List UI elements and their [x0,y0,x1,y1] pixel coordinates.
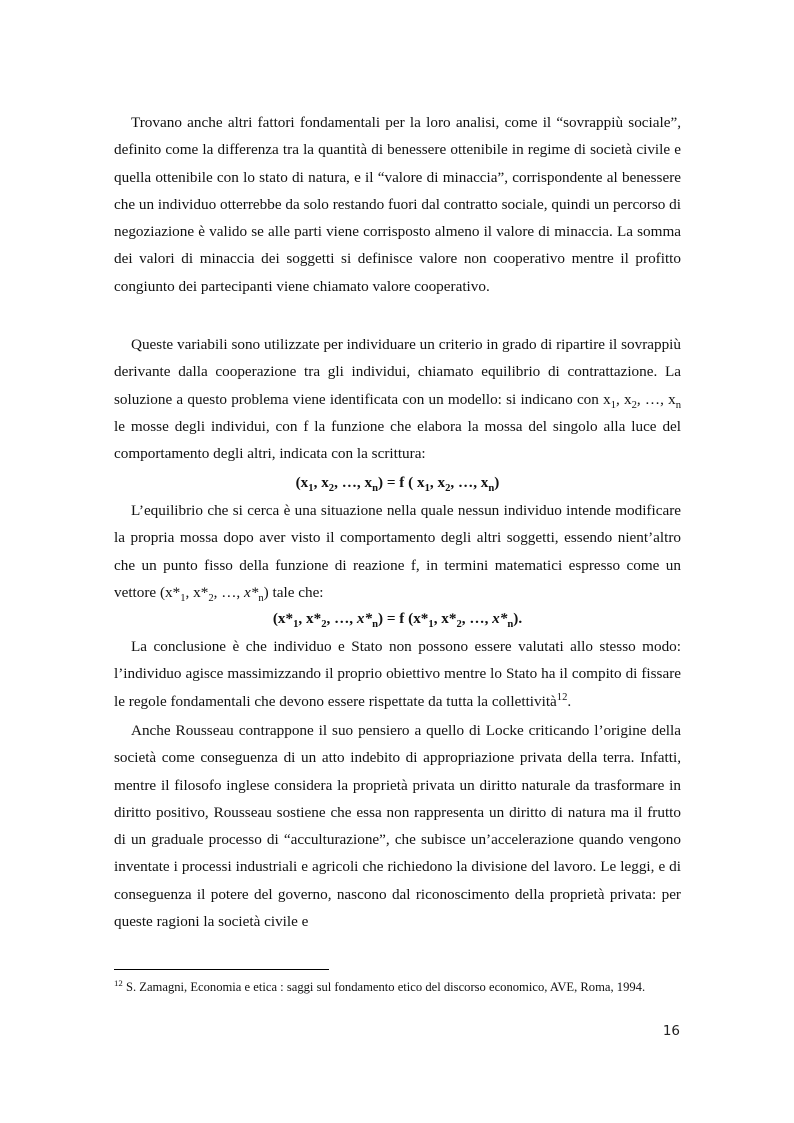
variables-list: $x_1$, $x_2$, …, $x_n$ [603,390,682,411]
paragraph-1-text: Trovano anche altri fattori fondamentali per la loro analisi, come il “sovrappiù sociale”, definito come la differenza tra la quantità di benessere ottenibile in regime di società civile e quella ottenibile con lo stato di natura, e il “valore di minaccia”, corrispondente al benessere che un individuo otterrebbe da solo restando fuori dal contratto sociale, quindi un percorso di negoziazione è valido se alle parti viene corrisposto almeno il valore di minaccia. La somma dei valori di minaccia dei soggetti si definisce valore non cooperativo mentre il profitto congiunto dei partecipanti viene chiamato valore cooperativo. [114,114,681,295]
footnote [114,978,681,996]
equation-2: ($x*_1$, $x*_2$, …, $x*_n) = f$ ($x*_1$, $x*_2$, …, $x*_n$). [272,610,523,631]
footnote-reference: 12 [556,691,568,703]
paragraph-3-text-a: L’equilibrio che si cerca è una situazione nella quale nessun individuo intende modificare la propria mossa dopo aver visto il comportamento degli altri soggetti, essendo nient’altro che un punto fisso della funzione di reazione f, in termini matematici espresso come un vettore [114,502,681,601]
footnote-number: 12 [114,977,123,988]
paragraph-5 [114,717,681,935]
paragraph-3-text-b: tale che: [272,583,324,601]
paragraph-2-text-a: Queste variabili sono utilizzate per individuare un criterio in grado di ripartire il sovrappiù derivante dalla cooperazione tra gli individui, chiamato equilibrio di contrattazione. La soluzione a questo problema viene identificata con un modello: si indicano con [114,336,681,408]
paragraph-4: La conclusione è che individuo e Stato non possono essere valutati allo stesso modo: l’individuo agisce massimizzando il proprio obiettivo mentre lo Stato ha il compito di fissare le regole fondamentali che devono essere rispettate da tutta la collettività$^{12}$. [114,638,681,710]
paragraph-3 [114,497,681,606]
footnote-text: S. Zamagni, Economia e etica : saggi sul fondamento etico del discorso economico, AVE, Roma, 1994. [125,980,646,994]
equation-1: ($x_1$, $x_2$, …, $x_n) = f$ ( $x_1$, $x_2$, …, $x_n$) [295,474,500,495]
page-number: 16 [662,1023,680,1039]
paragraph-1 [114,109,681,300]
footnote-separator [114,969,329,970]
fixed-point-vector: ($x*_1$, $x*_2$, …, $x*_n$) [159,583,269,604]
paragraph-5-text: Anche Rousseau contrappone il suo pensiero a quello di Locke criticando l’origine della società come conseguenza di un atto indebito di appropriazione privata della terra. Infatti, mentre il filosofo inglese considera la proprietà privata un diritto naturale da trasformare in diritto positivo, Rousseau sostiene che essa non rappresenta un diritto di natura ma il frutto di un graduale processo di “acculturazione”, che subisce un’accelerazione quando vengono inventate i processi industriali e agricoli che richiedono la divisione del lavoro. Le leggi, e di conseguenza il potere del governo, nascono dal riconoscimento della proprietà privata: per queste ragioni la società civile e [114,722,681,931]
paragraph-4-text: La conclusione è che individuo e Stato non possono essere valutati allo stesso modo: l’individuo agisce massimizzando il proprio obiettivo mentre lo Stato ha il compito di fissare le regole fondamentali che devono essere rispettate da tutta la collettività [114,638,681,710]
paragraph-2 [114,331,681,467]
paragraph-2-text-b: le mosse degli individui, con f la funzione che elabora la mossa del singolo alla luce del comportamento degli altri, indicata con la scrittura: [114,417,681,463]
